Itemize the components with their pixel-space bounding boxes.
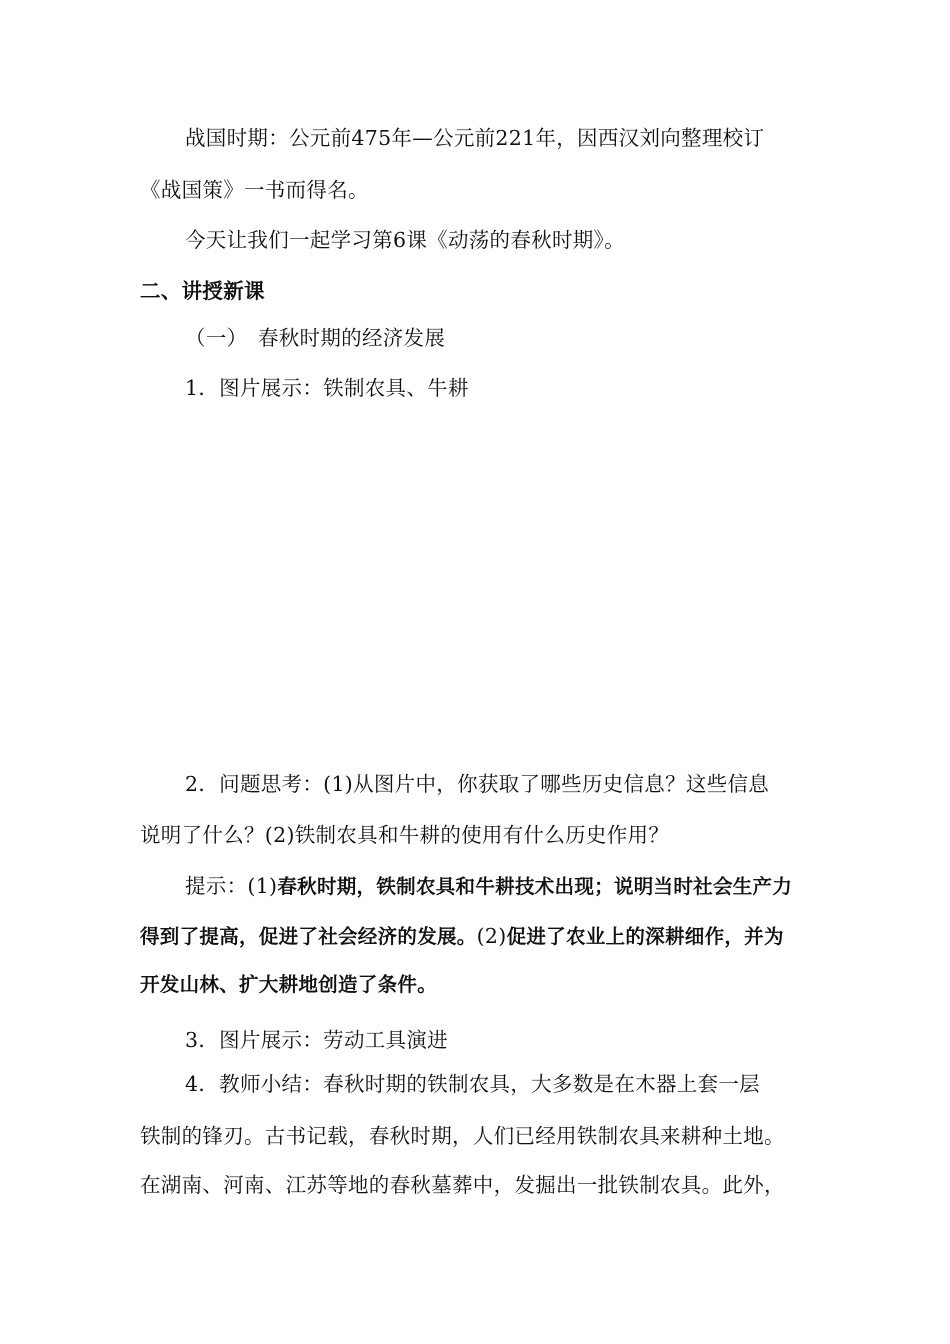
image-placeholder xyxy=(140,415,820,745)
hint-text-2: 得到了提高，促进了社会经济的发展。 xyxy=(140,925,477,948)
paragraph-warring-states-line-1: 战国时期：公元前475年—公元前221年，因西汉刘向整理校订 xyxy=(185,126,765,150)
list-item-4-line-1: 4．教师小结：春秋时期的铁制农具，大多数是在木器上套一层 xyxy=(185,1072,760,1096)
paragraph-warring-states-line-2: 《战国策》一书而得名。 xyxy=(140,178,369,202)
hint-text-1: 春秋时期，铁制农具和牛耕技术出现；说明当时社会生产力 xyxy=(277,875,793,898)
list-item-3: 3．图片展示：劳动工具演进 xyxy=(185,1028,448,1052)
list-item-2-line-1: 2．问题思考：(1)从图片中，你获取了哪些历史信息？这些信息 xyxy=(185,772,770,796)
list-item-4-line-2: 铁制的锋刃。古书记载，春秋时期，人们已经用铁制农具来耕种土地。 xyxy=(140,1124,785,1148)
list-item-1: 1．图片展示：铁制农具、牛耕 xyxy=(185,376,469,400)
paragraph-today-lesson: 今天让我们一起学习第6课《动荡的春秋时期》。 xyxy=(185,228,625,252)
hint-prefix: 提示： xyxy=(185,874,248,898)
hint-line-2 xyxy=(140,926,784,947)
subsection-heading: （一） 春秋时期的经济发展 xyxy=(185,326,446,350)
hint-text-3: 促进了农业上的深耕细作，并为 xyxy=(506,925,784,948)
hint-line-3: 开发山林、扩大耕地创造了条件。 xyxy=(140,973,438,996)
list-item-4-line-3: 在湖南、河南、江苏等地的春秋墓葬中，发掘出一批铁制农具。此外， xyxy=(140,1173,785,1197)
list-item-2-line-2: 说明了什么？(2)铁制农具和牛耕的使用有什么历史作用？ xyxy=(140,823,670,847)
hint-line-1 xyxy=(185,876,792,897)
section-heading: 二、讲授新课 xyxy=(140,279,265,303)
hint-marker-1: (1) xyxy=(247,874,278,898)
hint-marker-2: (2) xyxy=(476,924,507,948)
